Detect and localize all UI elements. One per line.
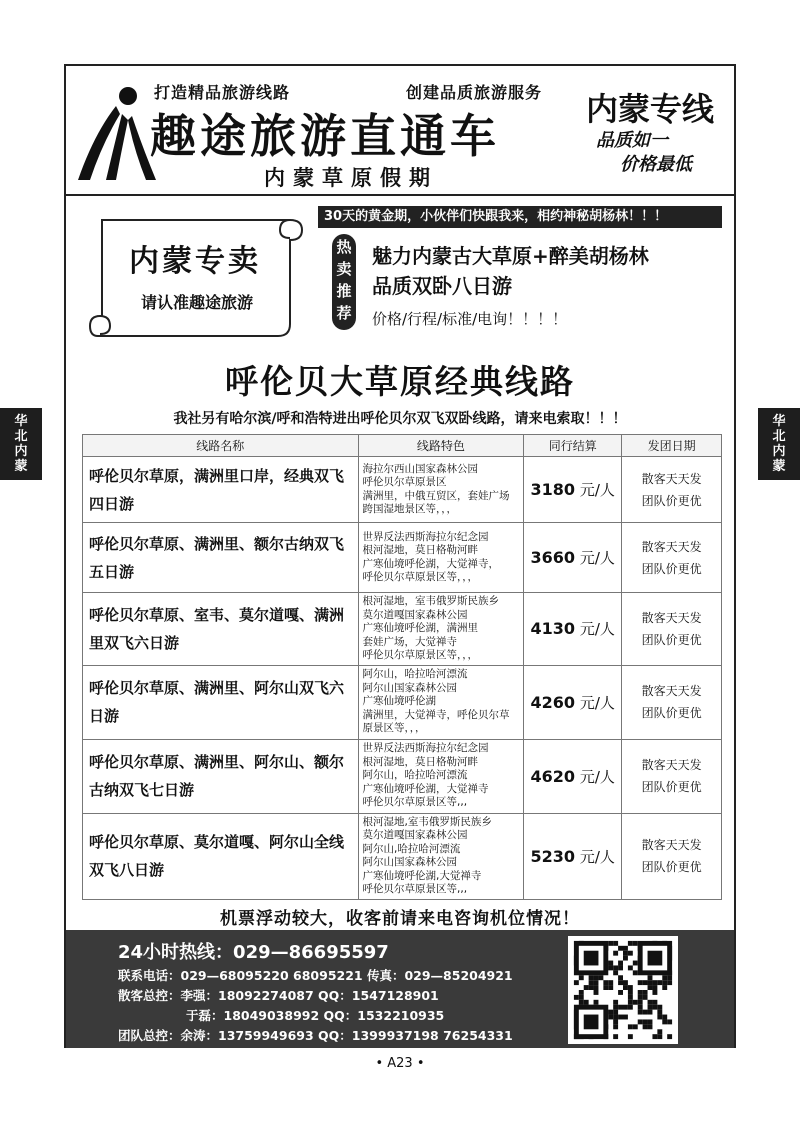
route-row (83, 813, 722, 899)
route-features (358, 813, 524, 899)
qr-code-icon (568, 936, 678, 1044)
departure-individual: 散客天天发 (641, 758, 702, 772)
departure-group: 团队价更优 (641, 493, 702, 508)
price-value: 4130 (530, 619, 576, 639)
feature-line: 广寒仙境呼伦湖，满洲里 (362, 622, 479, 634)
route-row (83, 457, 722, 523)
promo-line-1: 魅力内蒙古大草原+醉美胡杨林 (372, 244, 649, 268)
section-title: 呼伦贝大草原经典线路 (225, 362, 575, 401)
route-features (358, 523, 524, 593)
contact-footer (66, 930, 734, 1048)
header-price: 同行结算 (524, 435, 622, 457)
feature-line: 阿尔山，哈拉哈河漂流 (362, 769, 468, 782)
feature-line: 根河湿地,室韦俄罗斯民族乡 (362, 815, 492, 828)
tagline-price: 价格最低 (620, 154, 692, 175)
route-features (358, 739, 524, 813)
price-value: 5230 (530, 846, 576, 866)
departure-group: 团队价更优 (641, 780, 702, 794)
feature-line: 阿尔山国家森林公园 (362, 856, 458, 868)
header (66, 66, 734, 196)
price-value: 3180 (530, 480, 576, 499)
section-subtitle: 我社另有哈尔滨/呼和浩特进出呼伦贝尔双飞双卧线路，请来电索取！！！ (173, 411, 627, 427)
feature-line: 套娃广场，大觉禅寺 (362, 635, 458, 648)
feature-line: 满洲里，中俄互贸区，套娃广场 (362, 489, 510, 502)
route-features (358, 665, 524, 739)
departure-group: 团队价更优 (641, 561, 702, 576)
side-tab-right (758, 408, 800, 480)
route-price (524, 665, 622, 739)
side-tab-left (0, 408, 42, 480)
promo-line-3: 价格/行程/标准/电询！！！！ (372, 310, 568, 328)
feature-line: 根河湿地，室韦俄罗斯民族乡 (362, 595, 500, 607)
price-unit: 元/人 (579, 620, 615, 639)
side-tab-left-text: 华北内蒙 (14, 414, 28, 474)
departure-group: 团队价更优 (641, 706, 702, 720)
hotline: 24小时热线：029—86695597 (118, 942, 389, 963)
route-features (358, 457, 524, 523)
feature-line: 满洲里，大觉禅寺，呼伦贝尔草 (362, 708, 510, 721)
departure-individual: 散客天天发 (641, 610, 702, 625)
route-departure (622, 665, 722, 739)
route-name: 呼伦贝尔草原、满洲里、阿尔山双飞六日游 (83, 665, 359, 739)
contact-row-phone: 联系电话：029—68095220 68095221 传真：029—85204921 (118, 968, 513, 983)
contact-row-individual-2: 于磊：18049038992 QQ：1532210935 (186, 1008, 445, 1023)
feature-line: 海拉尔西山国家森林公园 (362, 462, 479, 475)
price-unit: 元/人 (579, 549, 615, 567)
table-header-row (83, 435, 722, 457)
feature-line: 根河湿地，莫日格勒河畔 (362, 544, 479, 556)
feature-line: 呼伦贝尔草原景区等，，， (362, 571, 479, 583)
route-departure (622, 593, 722, 666)
route-row (83, 523, 722, 593)
feature-line: 呼伦贝尔草原景区等，，， (362, 649, 479, 661)
route-features (358, 593, 524, 666)
promo-banner: 30天的黄金期，小伙伴们快跟我来，相约神秘胡杨林！！！ (318, 206, 722, 228)
flyer-frame (64, 64, 736, 1048)
route-departure (622, 739, 722, 813)
route-name: 呼伦贝尔草原、满洲里、阿尔山、额尔古纳双飞七日游 (83, 739, 359, 813)
feature-line: 呼伦贝尔草原景区等,,, (362, 883, 468, 895)
departure-individual: 散客天天发 (641, 838, 702, 852)
tagline-quality: 品质如一 (596, 130, 668, 151)
flight-notice: 机票浮动较大，收客前请来电咨询机位情况！ (220, 909, 580, 929)
feature-line: 阿尔山,哈拉哈河漂流 (362, 842, 461, 855)
route-name: 呼伦贝尔草原，满洲里口岸，经典双飞四日游 (83, 457, 359, 523)
route-price (524, 593, 622, 666)
route-departure (622, 813, 722, 899)
promo-scroll (88, 212, 304, 340)
routes-table (82, 434, 722, 900)
feature-line: 呼伦贝尔草原景区 (362, 476, 447, 488)
feature-line: 呼伦贝尔草原景区等,,, (362, 796, 468, 809)
feature-line: 根河湿地，莫日格勒河畔 (362, 755, 479, 768)
feature-line: 阿尔山，哈拉哈河漂流 (362, 668, 468, 681)
route-departure (622, 457, 722, 523)
route-price (524, 739, 622, 813)
route-name: 呼伦贝尔草原、室韦、莫尔道嘎、满洲里双飞六日游 (83, 593, 359, 666)
price-unit: 元/人 (579, 693, 615, 712)
feature-line: 广寒仙境呼伦湖，大觉禅寺， (362, 557, 500, 570)
feature-line: 广寒仙境呼伦湖 (362, 695, 437, 708)
feature-line: 世界反法西斯海拉尔纪念园 (362, 742, 489, 755)
contact-row-group: 团队总控：余涛：13759949693 QQ：1399937198 76254331 (118, 1028, 513, 1043)
brand-name: 趣途旅游直通车 (150, 109, 500, 163)
page-number: • A23 • (375, 1056, 425, 1071)
departure-individual: 散客天天发 (641, 684, 702, 698)
side-tab-right-text: 华北内蒙 (772, 414, 786, 474)
route-row (83, 593, 722, 666)
promo-line-2: 品质双卧八日游 (372, 274, 512, 298)
departure-group: 团队价更优 (641, 860, 702, 874)
price-unit: 元/人 (579, 847, 615, 866)
price-value: 4620 (530, 766, 576, 786)
header-features: 线路特色 (358, 435, 524, 457)
feature-line: 跨国湿地景区等，，， (362, 503, 458, 515)
price-value: 3660 (530, 548, 576, 567)
price-unit: 元/人 (579, 481, 615, 499)
route-row (83, 739, 722, 813)
route-price (524, 457, 622, 523)
brand-subtitle: 内蒙草原假期 (264, 166, 438, 190)
feature-line: 世界反法西斯海拉尔纪念园 (362, 530, 489, 543)
feature-line: 原景区等，，， (362, 722, 426, 735)
feature-line: 莫尔道嘎国家森林公园 (362, 608, 468, 621)
special-line-title: 内蒙专线 (586, 90, 715, 128)
feature-line: 广寒仙境呼伦湖,大觉禅寺 (362, 869, 482, 882)
scroll-subtitle: 请认准趣途旅游 (140, 293, 253, 312)
route-name: 呼伦贝尔草原、满洲里、额尔古纳双飞五日游 (83, 523, 359, 593)
hot-badge-text: 热卖推荐 (336, 238, 352, 322)
hot-badge (332, 234, 356, 330)
route-price (524, 523, 622, 593)
slogan-left: 打造精品旅游线路 (154, 83, 291, 102)
departure-group: 团队价更优 (641, 632, 702, 647)
route-price (524, 813, 622, 899)
route-row (83, 665, 722, 739)
header-route-name: 线路名称 (83, 435, 359, 457)
brand-logo-icon (76, 84, 158, 184)
feature-line: 广寒仙境呼伦湖，大觉禅寺 (362, 782, 489, 795)
departure-individual: 散客天天发 (641, 471, 702, 486)
route-name: 呼伦贝尔草原、莫尔道嘎、阿尔山全线双飞八日游 (83, 813, 359, 899)
departure-individual: 散客天天发 (641, 539, 702, 554)
scroll-title: 内蒙专卖 (129, 244, 261, 279)
price-unit: 元/人 (579, 767, 615, 786)
feature-line: 莫尔道嘎国家森林公园 (362, 829, 468, 841)
feature-line: 阿尔山国家森林公园 (362, 681, 458, 694)
header-departure: 发团日期 (622, 435, 722, 457)
price-value: 4260 (530, 692, 576, 712)
slogan-right: 创建品质旅游服务 (406, 83, 543, 102)
contact-row-individual-1: 散客总控：李强：18092274087 QQ：1547128901 (118, 988, 439, 1003)
route-departure (622, 523, 722, 593)
